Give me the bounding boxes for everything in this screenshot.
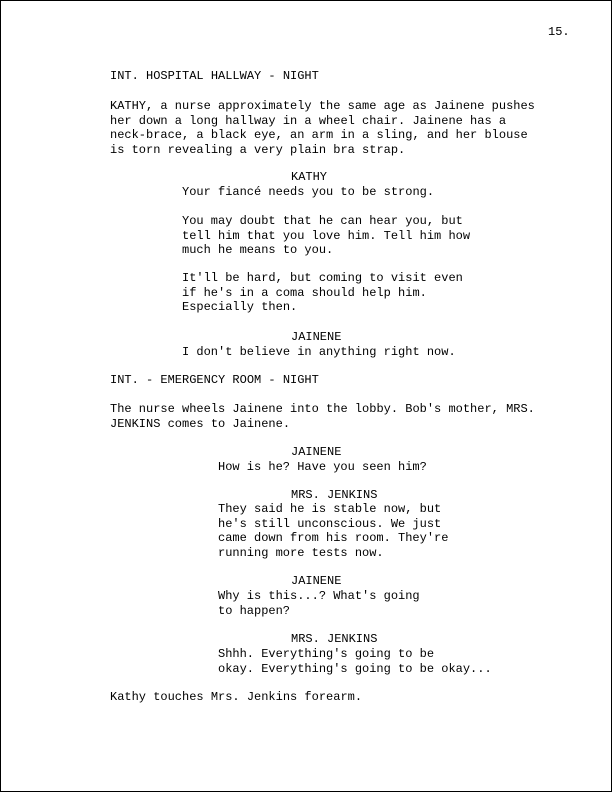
dialogue: Your fiancé needs you to be strong. bbox=[182, 185, 435, 199]
character-name: JAINENE bbox=[291, 330, 342, 344]
dialogue: They said he is stable now, but he's still unconscious. We just came down from his room. They're running more tests now. bbox=[218, 502, 449, 560]
action-paragraph: The nurse wheels Jainene into the lobby. Bob's mother, MRS. JENKINS comes to Jainene. bbox=[110, 402, 535, 431]
character-name: JAINENE bbox=[291, 445, 342, 459]
dialogue: Shhh. Everything's going to be okay. Everything's going to be okay... bbox=[218, 647, 492, 676]
character-name: MRS. JENKINS bbox=[291, 632, 378, 646]
action-paragraph: Kathy touches Mrs. Jenkins forearm. bbox=[110, 690, 363, 704]
page-number: 15. bbox=[548, 25, 570, 39]
dialogue: I don't believe in anything right now. bbox=[182, 345, 456, 359]
scene-heading: INT. - EMERGENCY ROOM - NIGHT bbox=[110, 373, 319, 387]
character-name: JAINENE bbox=[291, 574, 342, 588]
character-name: KATHY bbox=[291, 170, 328, 184]
scene-heading: INT. HOSPITAL HALLWAY - NIGHT bbox=[110, 69, 319, 83]
dialogue: You may doubt that he can hear you, but tell him that you love him. Tell him how much he means to you. bbox=[182, 214, 471, 257]
character-name: MRS. JENKINS bbox=[291, 488, 378, 502]
action-paragraph: KATHY, a nurse approximately the same age as Jainene pushes her down a long hallway in a wheel chair. Jainene has a neck-brace, a black eye, an arm in a sling, and her blouse is torn revealing a very plain bra strap. bbox=[110, 99, 535, 157]
dialogue: Why is this...? What's going to happen? bbox=[218, 589, 420, 618]
dialogue: It'll be hard, but coming to visit even if he's in a coma should help him. Especially then. bbox=[182, 271, 463, 314]
dialogue: How is he? Have you seen him? bbox=[218, 460, 427, 474]
